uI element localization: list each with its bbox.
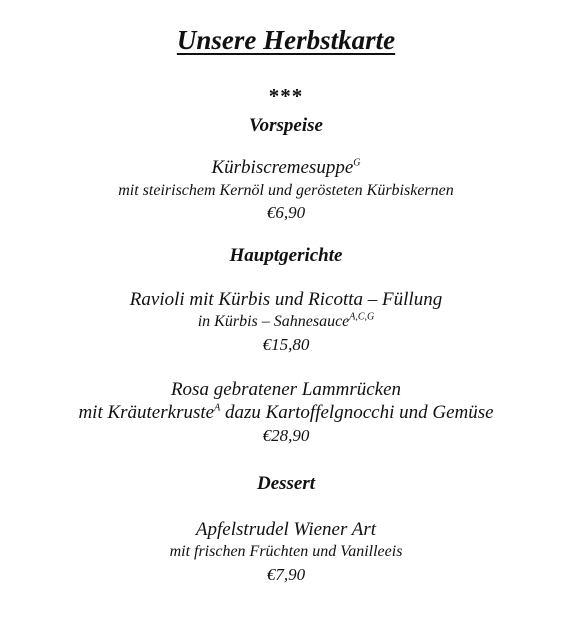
dish-name: Ravioli mit Kürbis und Ricotta – Füllung xyxy=(129,289,443,310)
dish-name: Apfelstrudel Wiener Art xyxy=(195,519,377,540)
dish-description xyxy=(0,311,572,330)
section-heading-dessert: Dessert xyxy=(256,473,316,494)
dish-name-text: Kürbiscremesuppe xyxy=(211,157,354,178)
allergen-codes: G xyxy=(353,157,361,169)
dish-description xyxy=(0,403,572,422)
section-heading-vorspeise: Vorspeise xyxy=(249,115,323,136)
dish-name xyxy=(0,158,572,177)
dish-description: mit steirischem Kernöl und gerösteten Kürbiskernen xyxy=(118,182,454,199)
menu-title: Unsere Herbstkarte xyxy=(176,25,396,55)
separator-stars: *** xyxy=(268,84,304,108)
allergen-codes: A,C,G xyxy=(349,311,375,323)
section-heading-hauptgerichte: Hauptgerichte xyxy=(229,245,343,266)
dish-name: Rosa gebratener Lammrücken xyxy=(170,379,402,400)
dish-price: €6,90 xyxy=(266,203,306,222)
dish-price: €15,80 xyxy=(262,335,310,354)
dish-price: €28,90 xyxy=(262,426,310,445)
dish-description: mit frischen Früchten und Vanilleeis xyxy=(169,543,403,560)
dish-description-text: dazu Kartoffelgnocchi und Gemüse xyxy=(220,402,494,423)
allergen-codes: A xyxy=(214,402,221,414)
dish-description-text: in Kürbis – Sahnesauce xyxy=(197,313,350,330)
dish-description-text: mit Kräuterkruste xyxy=(78,402,215,423)
dish-price: €7,90 xyxy=(266,565,306,584)
